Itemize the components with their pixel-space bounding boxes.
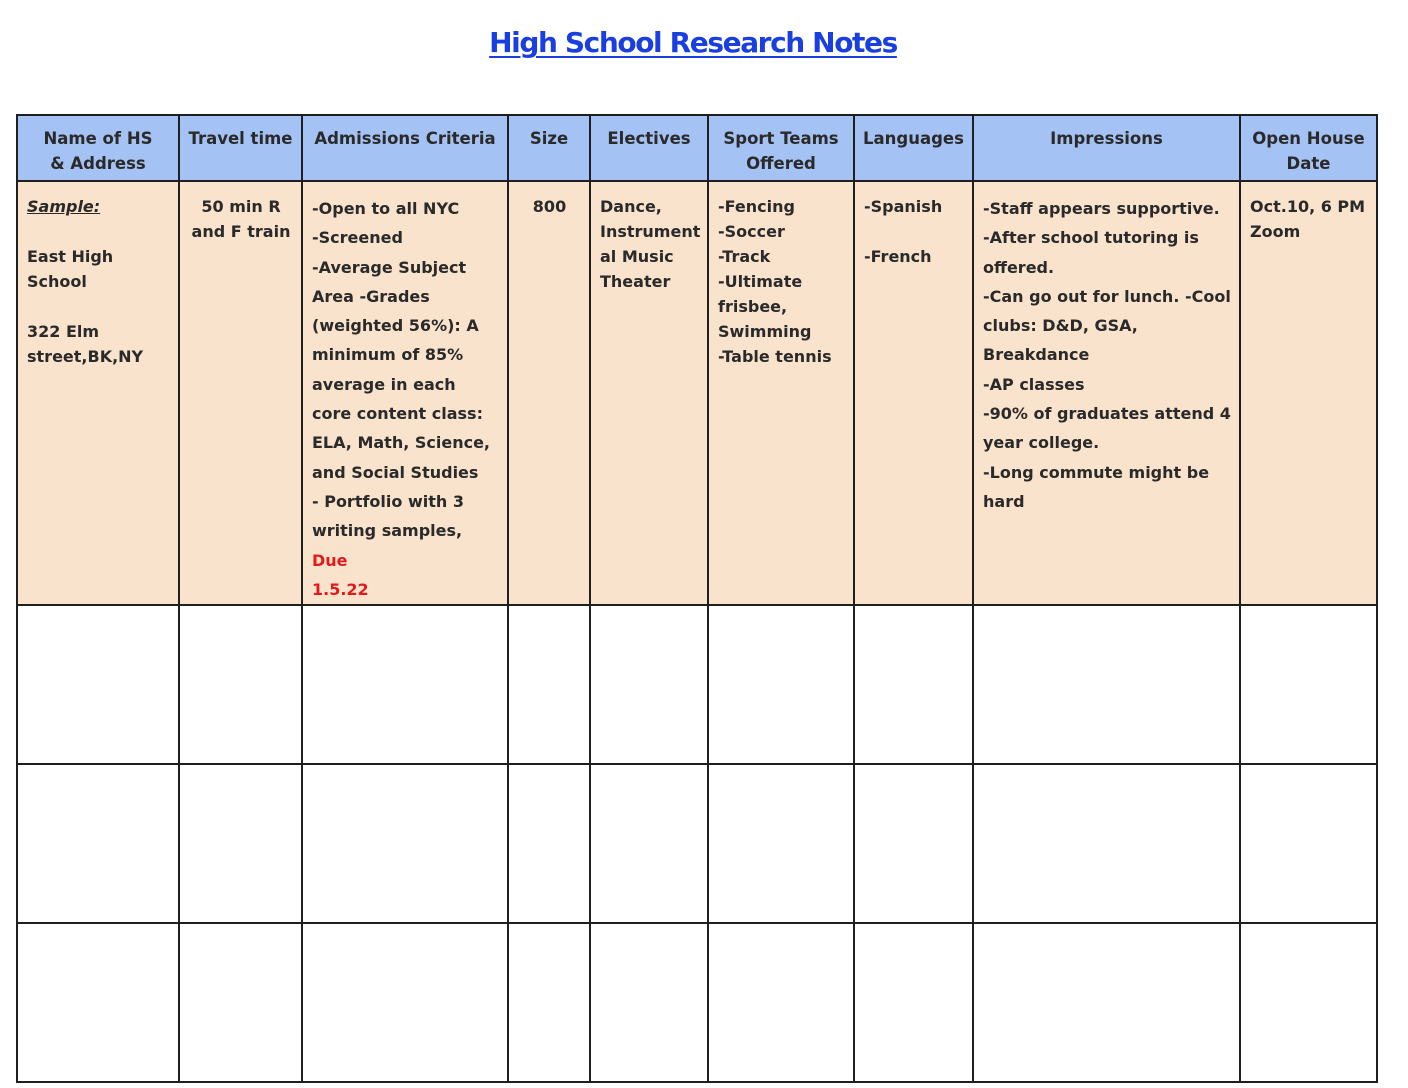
empty-cell[interactable] <box>854 923 973 1082</box>
header-name-address <box>17 115 179 181</box>
school-address-line: street,BK,NY <box>27 347 144 366</box>
header-electives <box>590 115 708 181</box>
empty-cell[interactable] <box>17 923 179 1082</box>
language-item: -French <box>864 247 932 266</box>
cell-name-address[interactable] <box>17 181 179 605</box>
sport-line: -Soccer <box>718 222 785 241</box>
electives-line: Dance, <box>600 197 662 216</box>
header-text: Open House <box>1252 129 1365 148</box>
impression-line: Breakdance <box>983 345 1090 365</box>
cell-open-house-date[interactable] <box>1240 181 1377 605</box>
impression-line: offered. <box>983 257 1055 277</box>
header-languages <box>854 115 973 181</box>
sample-label: Sample: <box>27 197 101 216</box>
empty-cell[interactable] <box>854 605 973 764</box>
impression-line: clubs: D&D, GSA, <box>983 316 1138 336</box>
empty-cell[interactable] <box>17 605 179 764</box>
empty-cell[interactable] <box>1240 605 1377 764</box>
header-text: Name of HS <box>43 129 153 148</box>
empty-cell[interactable] <box>508 764 590 923</box>
impression-line: -AP classes <box>983 374 1085 394</box>
empty-cell[interactable] <box>1240 923 1377 1082</box>
electives-line: Theater <box>600 272 671 291</box>
cell-impressions[interactable] <box>973 181 1240 605</box>
open-house-line: Zoom <box>1250 222 1301 241</box>
admissions-line: (weighted 56%): A <box>312 316 479 336</box>
travel-time-line: 50 min R <box>201 197 281 216</box>
header-travel-time <box>179 115 302 181</box>
table-row <box>17 764 1377 923</box>
empty-cell[interactable] <box>302 605 508 764</box>
electives-line: al Music <box>600 247 674 266</box>
header-text: Admissions Criteria <box>314 129 496 148</box>
sport-line: Swimming <box>718 322 812 341</box>
due-date-label: Due <box>312 550 348 570</box>
empty-cell[interactable] <box>973 605 1240 764</box>
admissions-line: core content class: <box>312 404 483 424</box>
header-text: Date <box>1286 154 1331 173</box>
sample-row <box>17 181 1377 605</box>
empty-cell[interactable] <box>973 923 1240 1082</box>
header-text: Size <box>529 129 569 148</box>
header-admissions-criteria <box>302 115 508 181</box>
header-text: Sport Teams <box>723 129 839 148</box>
admissions-line: -Average Subject <box>312 257 467 277</box>
empty-cell[interactable] <box>179 764 302 923</box>
header-text: Travel time <box>188 129 293 148</box>
admissions-line: - Portfolio with 3 <box>312 491 464 511</box>
impression-line: -Can go out for lunch. -Cool <box>983 286 1231 306</box>
header-text: Languages <box>863 129 964 148</box>
empty-cell[interactable] <box>708 605 854 764</box>
school-size: 800 <box>532 197 567 216</box>
travel-time-line: and F train <box>191 222 291 241</box>
header-open-house-date <box>1240 115 1377 181</box>
header-impressions <box>973 115 1240 181</box>
empty-cell[interactable] <box>708 923 854 1082</box>
impression-line: -Long commute might be <box>983 462 1210 482</box>
admissions-line: and Social Studies <box>312 462 479 482</box>
header-text: Offered <box>746 154 816 173</box>
empty-cell[interactable] <box>708 764 854 923</box>
empty-cell[interactable] <box>17 764 179 923</box>
research-notes-table <box>16 114 1378 1083</box>
empty-cell[interactable] <box>508 605 590 764</box>
open-house-line: Oct.10, 6 PM <box>1250 197 1366 216</box>
admissions-line: average in each <box>312 374 456 394</box>
cell-languages[interactable] <box>854 181 973 605</box>
empty-cell[interactable] <box>508 923 590 1082</box>
impression-line: year college. <box>983 433 1100 453</box>
header-row <box>17 115 1377 181</box>
cell-sport-teams[interactable] <box>708 181 854 605</box>
empty-cell[interactable] <box>302 923 508 1082</box>
school-name: East High School <box>27 247 114 291</box>
sport-line: -Fencing <box>718 197 795 216</box>
empty-cell[interactable] <box>854 764 973 923</box>
impression-line: -Staff appears supportive. <box>983 199 1220 218</box>
sport-line: -Track <box>718 247 771 266</box>
admissions-line: Area -Grades <box>312 286 430 306</box>
header-sport-teams <box>708 115 854 181</box>
table-row <box>17 605 1377 764</box>
cell-travel-time[interactable] <box>179 181 302 605</box>
empty-cell[interactable] <box>302 764 508 923</box>
admissions-line <box>312 516 499 575</box>
school-address-line: 322 Elm <box>27 322 100 341</box>
impression-line: -After school tutoring is <box>983 228 1199 248</box>
header-text: & Address <box>50 154 146 173</box>
header-size <box>508 115 590 181</box>
empty-cell[interactable] <box>179 605 302 764</box>
empty-cell[interactable] <box>590 923 708 1082</box>
sport-line: frisbee, <box>718 297 788 316</box>
admissions-line: ELA, Math, Science, <box>312 433 491 453</box>
admissions-line: -Screened <box>312 228 403 248</box>
sport-line: -Table tennis <box>718 347 832 366</box>
cell-electives[interactable] <box>590 181 708 605</box>
admissions-text: writing samples, <box>312 521 468 541</box>
empty-cell[interactable] <box>590 764 708 923</box>
impression-line: -90% of graduates attend 4 <box>983 404 1231 424</box>
empty-cell[interactable] <box>590 605 708 764</box>
sport-line: -Ultimate <box>718 272 803 291</box>
admissions-line: minimum of 85% <box>312 345 464 365</box>
impression-line: hard <box>983 491 1025 511</box>
empty-cell[interactable] <box>1240 764 1377 923</box>
empty-cell[interactable] <box>179 923 302 1082</box>
cell-admissions-criteria[interactable] <box>302 181 508 605</box>
language-item: -Spanish <box>864 197 943 216</box>
header-text: Impressions <box>1050 129 1163 148</box>
page-title: High School Research Notes <box>489 26 897 59</box>
empty-cell[interactable] <box>973 764 1240 923</box>
table-row <box>17 923 1377 1082</box>
admissions-line: -Open to all NYC <box>312 199 460 218</box>
header-text: Electives <box>607 129 691 148</box>
electives-line: Instrument <box>600 222 701 241</box>
due-date: 1.5.22 <box>312 579 369 599</box>
cell-size[interactable] <box>508 181 590 605</box>
